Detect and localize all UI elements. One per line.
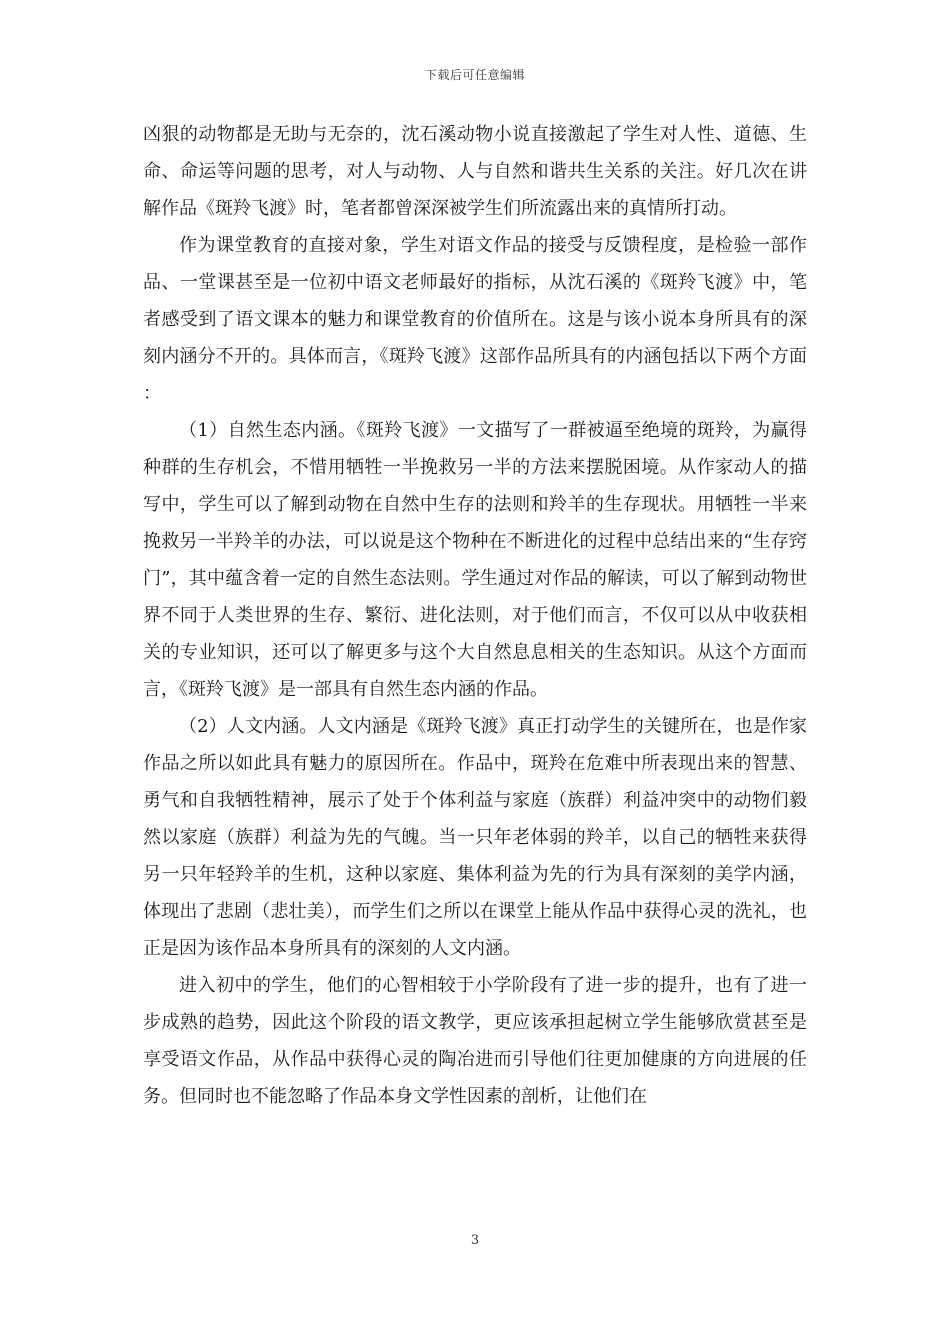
page-number: 3 xyxy=(470,1233,480,1248)
document-body xyxy=(143,116,807,1115)
paragraph-5: 进入初中的学生，他们的心智相较于小学阶段有了进一步的提升，也有了进一步成熟的趋势，因此这个阶段的语文教学，更应该承担起树立学生能够欣赏甚至是享受语文作品，从作品中获得心灵的陶冶进而引导他们往更加健康的方向进展的任务。但同时也不能忽略了作品本身文学性因素的剖析，让他们在 xyxy=(143,975,807,1107)
paragraph-4: （2）人文内涵。人文内涵是《斑羚飞渡》真正打动学生的关键所在，也是作家作品之所以如此具有魅力的原因所在。作品中，斑羚在危难中所表现出来的智慧、勇气和自我牺牲精神，展示了处于个体利益与家庭（族群）利益冲突中的动物们毅然以家庭（族群）利益为先的气魄。当一只年老体弱的羚羊，以自己的牺牲来获得另一只年轻羚羊的生机，这种以家庭、集体利益为先的行为具有深刻的美学内涵，体现出了悲剧（悲壮美），而学生们之所以在课堂上能从作品中获得心灵的洗礼，也正是因为该作品本身所具有的深刻的人文内涵。 xyxy=(143,716,807,959)
paragraph-3: （1）自然生态内涵。《斑羚飞渡》一文描写了一群被逼至绝境的斑羚，为赢得种群的生存机会，不惜用牺牲一半挽救另一半的方法来摆脱困境。从作家动人的描写中，学生可以了解到动物在自然中生存的法则和羚羊的生存现状。用牺牲一半来挽救另一半羚羊的办法，可以说是这个物种在不断进化的过程中总结出来的“生存窍门”，其中蕴含着一定的自然生态法则。学生通过对作品的解读，可以了解到动物世界不同于人类世界的生存、繁衍、进化法则，对于他们而言，不仅可以从中收获相关的专业知识，还可以了解更多与这个大自然息息相关的生态知识。从这个方面而言，《斑羚飞渡》是一部具有自然生态内涵的作品。 xyxy=(143,420,807,700)
paragraph-2: 作为课堂教育的直接对象，学生对语文作品的接受与反馈程度，是检验一部作品、一堂课甚至是一位初中语文老师最好的指标，从沈石溪的《斑羚飞渡》中，笔者感受到了语文课本的魅力和课堂教育的价值所在。这是与该小说本身所具有的深刻内涵分不开的。具体而言，《斑羚飞渡》这部作品所具有的内涵包括以下两个方面： xyxy=(143,235,807,404)
paragraph-1: 凶狠的动物都是无助与无奈的，沈石溪动物小说直接激起了学生对人性、道德、生命、命运等问题的思考，对人与动物、人与自然和谐共生关系的关注。好几次在讲解作品《斑羚飞渡》时，笔者都曾深深被学生们所流露出来的真情所打动。 xyxy=(143,124,807,219)
page-header: 下载后可任意编辑 xyxy=(424,68,525,82)
